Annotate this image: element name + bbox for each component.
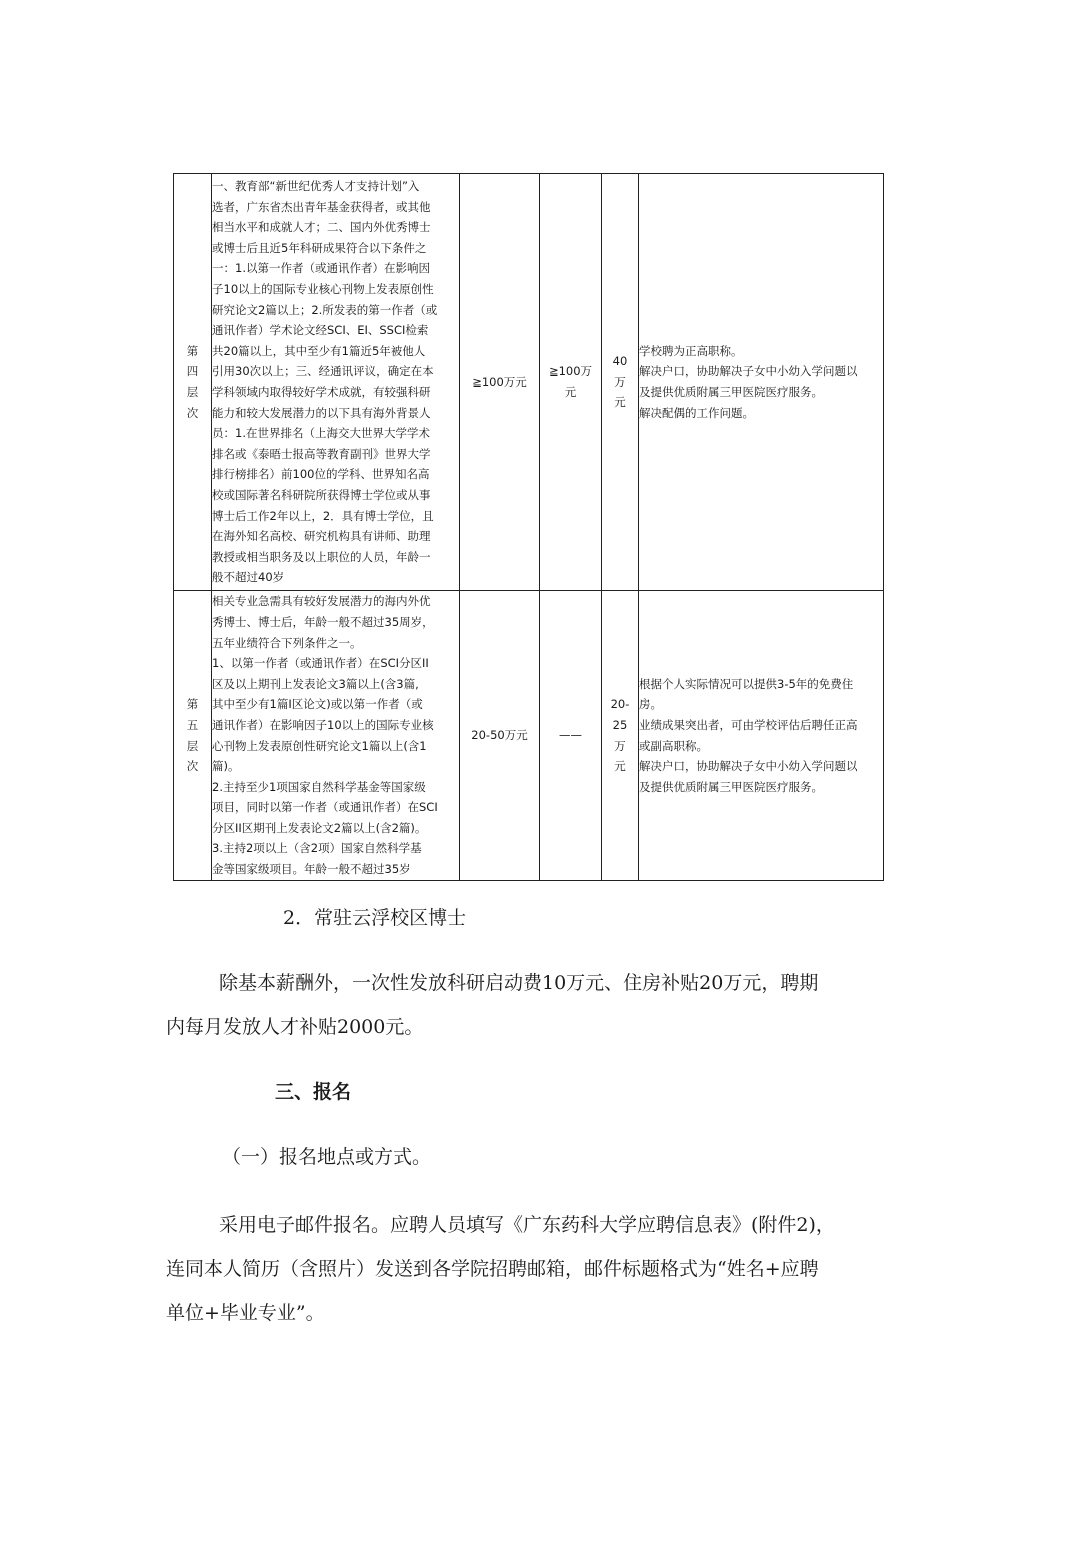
conditions-line: 引用30次以上；三、经通讯评议，确定在本 bbox=[212, 364, 434, 379]
other-line: 解决户口，协助解决子女中小幼入学问题以 bbox=[639, 364, 858, 379]
conditions-cell bbox=[212, 174, 460, 591]
conditions-line: 在海外知名高校、研究机构具有讲师、助理 bbox=[212, 529, 431, 544]
subsidy-line: 元 bbox=[614, 395, 626, 410]
platform-funds-line: —— bbox=[559, 728, 582, 743]
section2-body-line-1: 除基本薪酬外，一次性发放科研启动费10万元、住房补贴20万元，聘期 bbox=[219, 972, 819, 994]
subsidy-line: 25 bbox=[612, 717, 628, 732]
conditions-line: 能力和较大发展潜力的以下具有海外背景人 bbox=[212, 405, 431, 420]
other-line: 学校聘为正高职称。 bbox=[639, 343, 743, 358]
platform-funds-cell bbox=[540, 591, 602, 881]
other-line: 及提供优质附属三甲医院医疗服务。 bbox=[639, 385, 823, 399]
conditions-line: 排行榜排名）前100位的学科、世界知名高 bbox=[212, 467, 430, 482]
conditions-line: 博士后工作2年以上，2．具有博士学位，且 bbox=[212, 508, 434, 523]
table-row bbox=[174, 591, 884, 881]
conditions-line: 项目，同时以第一作者（或通讯作者）在SCI bbox=[212, 800, 438, 815]
research-funds-cell: 20-50万元 bbox=[460, 591, 540, 881]
tier-line: 五 bbox=[186, 717, 199, 732]
conditions-line: 子10以上的国际专业核心刊物上发表原创性 bbox=[212, 282, 434, 297]
other-benefits-cell bbox=[639, 591, 884, 881]
conditions-line: 般不超过40岁 bbox=[212, 570, 285, 585]
conditions-line: 篇)。 bbox=[212, 759, 240, 774]
other-line: 根据个人实际情况可以提供3-5年的免费住 bbox=[639, 676, 854, 691]
talent-tier-table bbox=[173, 173, 884, 881]
conditions-line: 区及以上期刊上发表论文3篇以上(含3篇, bbox=[212, 676, 419, 691]
section2-heading: 2．常驻云浮校区博士 bbox=[283, 907, 467, 929]
platform-funds-cell bbox=[540, 174, 602, 591]
conditions-line: 或博士后且近5年科研成果符合以下条件之 bbox=[212, 240, 427, 255]
tier-cell bbox=[174, 174, 212, 591]
conditions-line: 相当水平和成就人才；二、国内外优秀博士 bbox=[212, 220, 431, 235]
tier-line: 次 bbox=[186, 759, 199, 774]
conditions-line: 分区II区期刊上发表论文2篇以上(含2篇)。 bbox=[212, 820, 427, 835]
research-funds-cell: ≧100万元 bbox=[460, 174, 540, 591]
conditions-line: 校或国际著名科研院所获得博士学位或从事 bbox=[212, 487, 431, 502]
conditions-line: 其中至少有1篇I区论文)或以第一作者（或 bbox=[212, 697, 423, 712]
conditions-line: 教授或相当职务及以上职位的人员，年龄一 bbox=[212, 549, 431, 564]
other-benefits-cell bbox=[639, 174, 884, 591]
conditions-line: 学科领域内取得较好学术成就，有较强科研 bbox=[212, 385, 431, 399]
other-line: 解决户口，协助解决子女中小幼入学问题以 bbox=[639, 759, 858, 774]
other-line: 解决配偶的工作问题。 bbox=[639, 405, 754, 420]
platform-funds-line: ≧100万 bbox=[548, 364, 593, 379]
conditions-line: 金等国家级项目。年龄一般不超过35岁 bbox=[212, 862, 411, 877]
sub1-body-line-2: 连同本人简历（含照片）发送到各学院招聘邮箱，邮件标题格式为“姓名+应聘 bbox=[166, 1258, 819, 1280]
subsidy-line: 万 bbox=[614, 374, 626, 389]
table-row bbox=[174, 174, 884, 591]
subsidy-line: 40 bbox=[612, 354, 628, 369]
tier-line: 四 bbox=[186, 364, 199, 379]
section2-body-line-2: 内每月发放人才补贴2000元。 bbox=[166, 1016, 424, 1038]
subsidy-cell bbox=[602, 174, 639, 591]
other-line: 或副高职称。 bbox=[639, 738, 708, 753]
section3-heading: 三、报名 bbox=[275, 1081, 352, 1103]
conditions-line: 1、以第一作者（或通讯作者）在SCI分区II bbox=[212, 656, 429, 671]
subsidy-line: 20- bbox=[610, 697, 630, 712]
conditions-line: 心刊物上发表原创性研究论文1篇以上(含1 bbox=[212, 738, 427, 753]
conditions-cell bbox=[212, 591, 460, 881]
conditions-line: 通讯作者）学术论文经SCI、EI、SSCI检索 bbox=[212, 323, 429, 338]
tier-line: 层 bbox=[186, 385, 199, 399]
tier-line: 第 bbox=[186, 697, 199, 712]
conditions-line: 3.主持2项以上（含2项）国家自然科学基 bbox=[212, 841, 422, 856]
sub1-body-line-1: 采用电子邮件报名。应聘人员填写《广东药科大学应聘信息表》(附件2)， bbox=[219, 1214, 835, 1236]
other-line: 及提供优质附属三甲医院医疗服务。 bbox=[639, 779, 823, 794]
tier-cell bbox=[174, 591, 212, 881]
tier-line: 第 bbox=[186, 343, 199, 358]
tier-line: 次 bbox=[186, 405, 199, 420]
conditions-line: 一：1.以第一作者（或通讯作者）在影响因 bbox=[212, 261, 430, 276]
conditions-line: 通讯作者）在影响因子10以上的国际专业核 bbox=[212, 717, 434, 732]
sub1-body-line-3: 单位+毕业专业”。 bbox=[166, 1302, 325, 1324]
conditions-line: 秀博士、博士后，年龄一般不超过35周岁， bbox=[212, 614, 434, 629]
other-line: 房。 bbox=[639, 697, 662, 712]
conditions-line: 2.主持至少1项国家自然科学基金等国家级 bbox=[212, 779, 426, 794]
conditions-line: 相关专业急需具有较好发展潜力的海内外优 bbox=[212, 594, 431, 609]
sub1-heading: （一）报名地点或方式。 bbox=[222, 1146, 432, 1168]
conditions-line: 研究论文2篇以上；2.所发表的第一作者（或 bbox=[212, 302, 438, 317]
conditions-line: 员：1.在世界排名（上海交大世界大学学术 bbox=[212, 426, 430, 441]
conditions-line: 共20篇以上，其中至少有1篇近5年被他人 bbox=[212, 343, 426, 358]
conditions-line: 排名或《泰晤士报高等教育副刊》世界大学 bbox=[212, 446, 431, 461]
other-line: 业绩成果突出者，可由学校评估后聘任正高 bbox=[639, 717, 858, 732]
subsidy-line: 元 bbox=[614, 759, 626, 774]
conditions-line: 一、教育部“新世纪优秀人才支持计划”入 bbox=[212, 179, 420, 194]
subsidy-cell bbox=[602, 591, 639, 881]
conditions-line: 五年业绩符合下列条件之一。 bbox=[212, 635, 362, 650]
conditions-line: 选者，广东省杰出青年基金获得者，或其他 bbox=[212, 199, 431, 214]
subsidy-line: 万 bbox=[614, 738, 626, 753]
tier-line: 层 bbox=[186, 738, 199, 753]
platform-funds-line: 元 bbox=[564, 385, 577, 399]
